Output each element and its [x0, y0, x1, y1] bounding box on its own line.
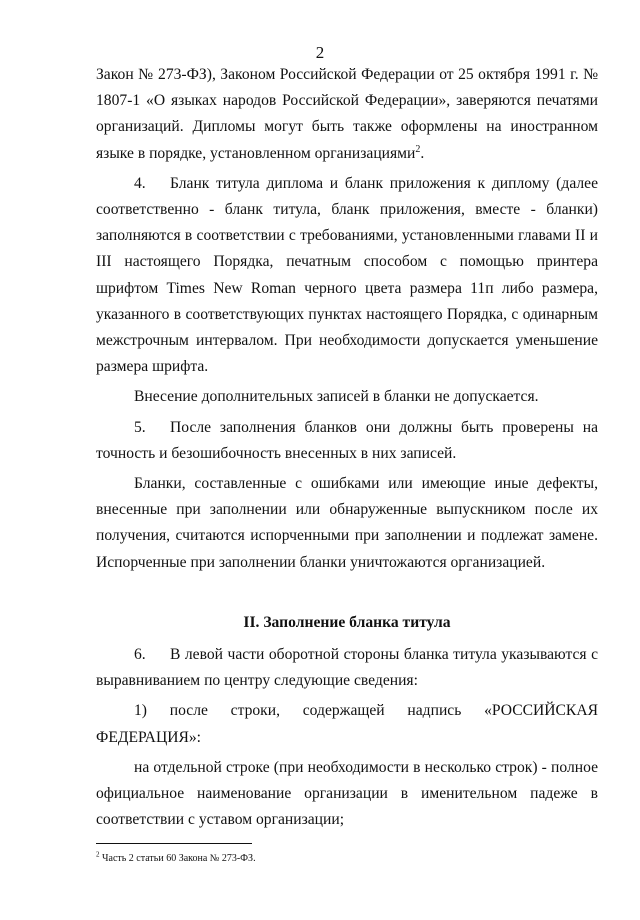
footnote-text: Часть 2 статьи 60 Закона № 273-ФЗ.	[99, 853, 256, 864]
paragraph-5-text: После заполнения бланков они должны быть проверены на точность и безошибочность внесенных в них записей.	[96, 418, 598, 462]
paragraph-additional-records: Внесение дополнительных записей в бланки не допускается.	[134, 388, 539, 406]
footnote	[96, 852, 598, 866]
section-title: II. Заполнение бланка титула	[243, 613, 451, 631]
paragraph-6-number: 6.	[134, 646, 146, 664]
list-item-1: 1) после строки, содержащей надпись «РОССИЙСКАЯ ФЕДЕРАЦИЯ»:	[96, 702, 598, 746]
paragraph-6-text: В левой части оборотной стороны бланка титула указываются с выравниванием по центру следующие сведения:	[96, 646, 598, 690]
paragraph-5	[96, 415, 598, 467]
footnote-marker: 2	[96, 850, 100, 859]
paragraph-continuation-text: Закон № 273-ФЗ), Законом Российской Федерации от 25 октября 1991 г. № 1807-1 «О языках народов Российской Федерации», заверяются печатями организаций. Дипломы могут быть также оформлены на иностранном языке в порядке, установленном организациями	[96, 66, 598, 162]
paragraph-continuation	[96, 62, 598, 167]
footnote-divider	[96, 843, 252, 844]
paragraph-5-number: 5.	[134, 418, 146, 436]
page-number: 2	[315, 43, 325, 62]
document-body	[96, 62, 598, 833]
paragraph-4	[96, 171, 598, 381]
paragraph-4-number: 4.	[134, 174, 146, 192]
paragraph-6	[96, 642, 598, 694]
list-item-1-detail: на отдельной строке (при необходимости в несколько строк) - полное официальное наименование организации в именительном падеже в соответствии с уставом организации;	[96, 758, 598, 829]
paragraph-defects: Бланки, составленные с ошибками или имеющие иные дефекты, внесенные при заполнении или обнаруженные выпускником после их получения, считаются испорченными при заполнении и подлежат замене. Испорченные при заполнении бланки уничтожаются организацией.	[96, 475, 598, 571]
footnote-reference: 2	[415, 143, 421, 155]
paragraph-4-text: Бланк титула диплома и бланк приложения к диплому (далее соответственно - бланк титула, бланк приложения, вместе - бланки) заполняются в соответствии с требованиями, установленными главами II и III настоящего Порядка, печатным способом с помощью принтера шрифтом Times New Roman черного цвета размера 11п либо размера, указанного в соответствующих пунктах настоящего Порядка, с одинарным межстрочным интервалом. При необходимости допускается уменьшение размера шрифта.	[96, 174, 598, 376]
paragraph-continuation-end: .	[420, 144, 425, 162]
